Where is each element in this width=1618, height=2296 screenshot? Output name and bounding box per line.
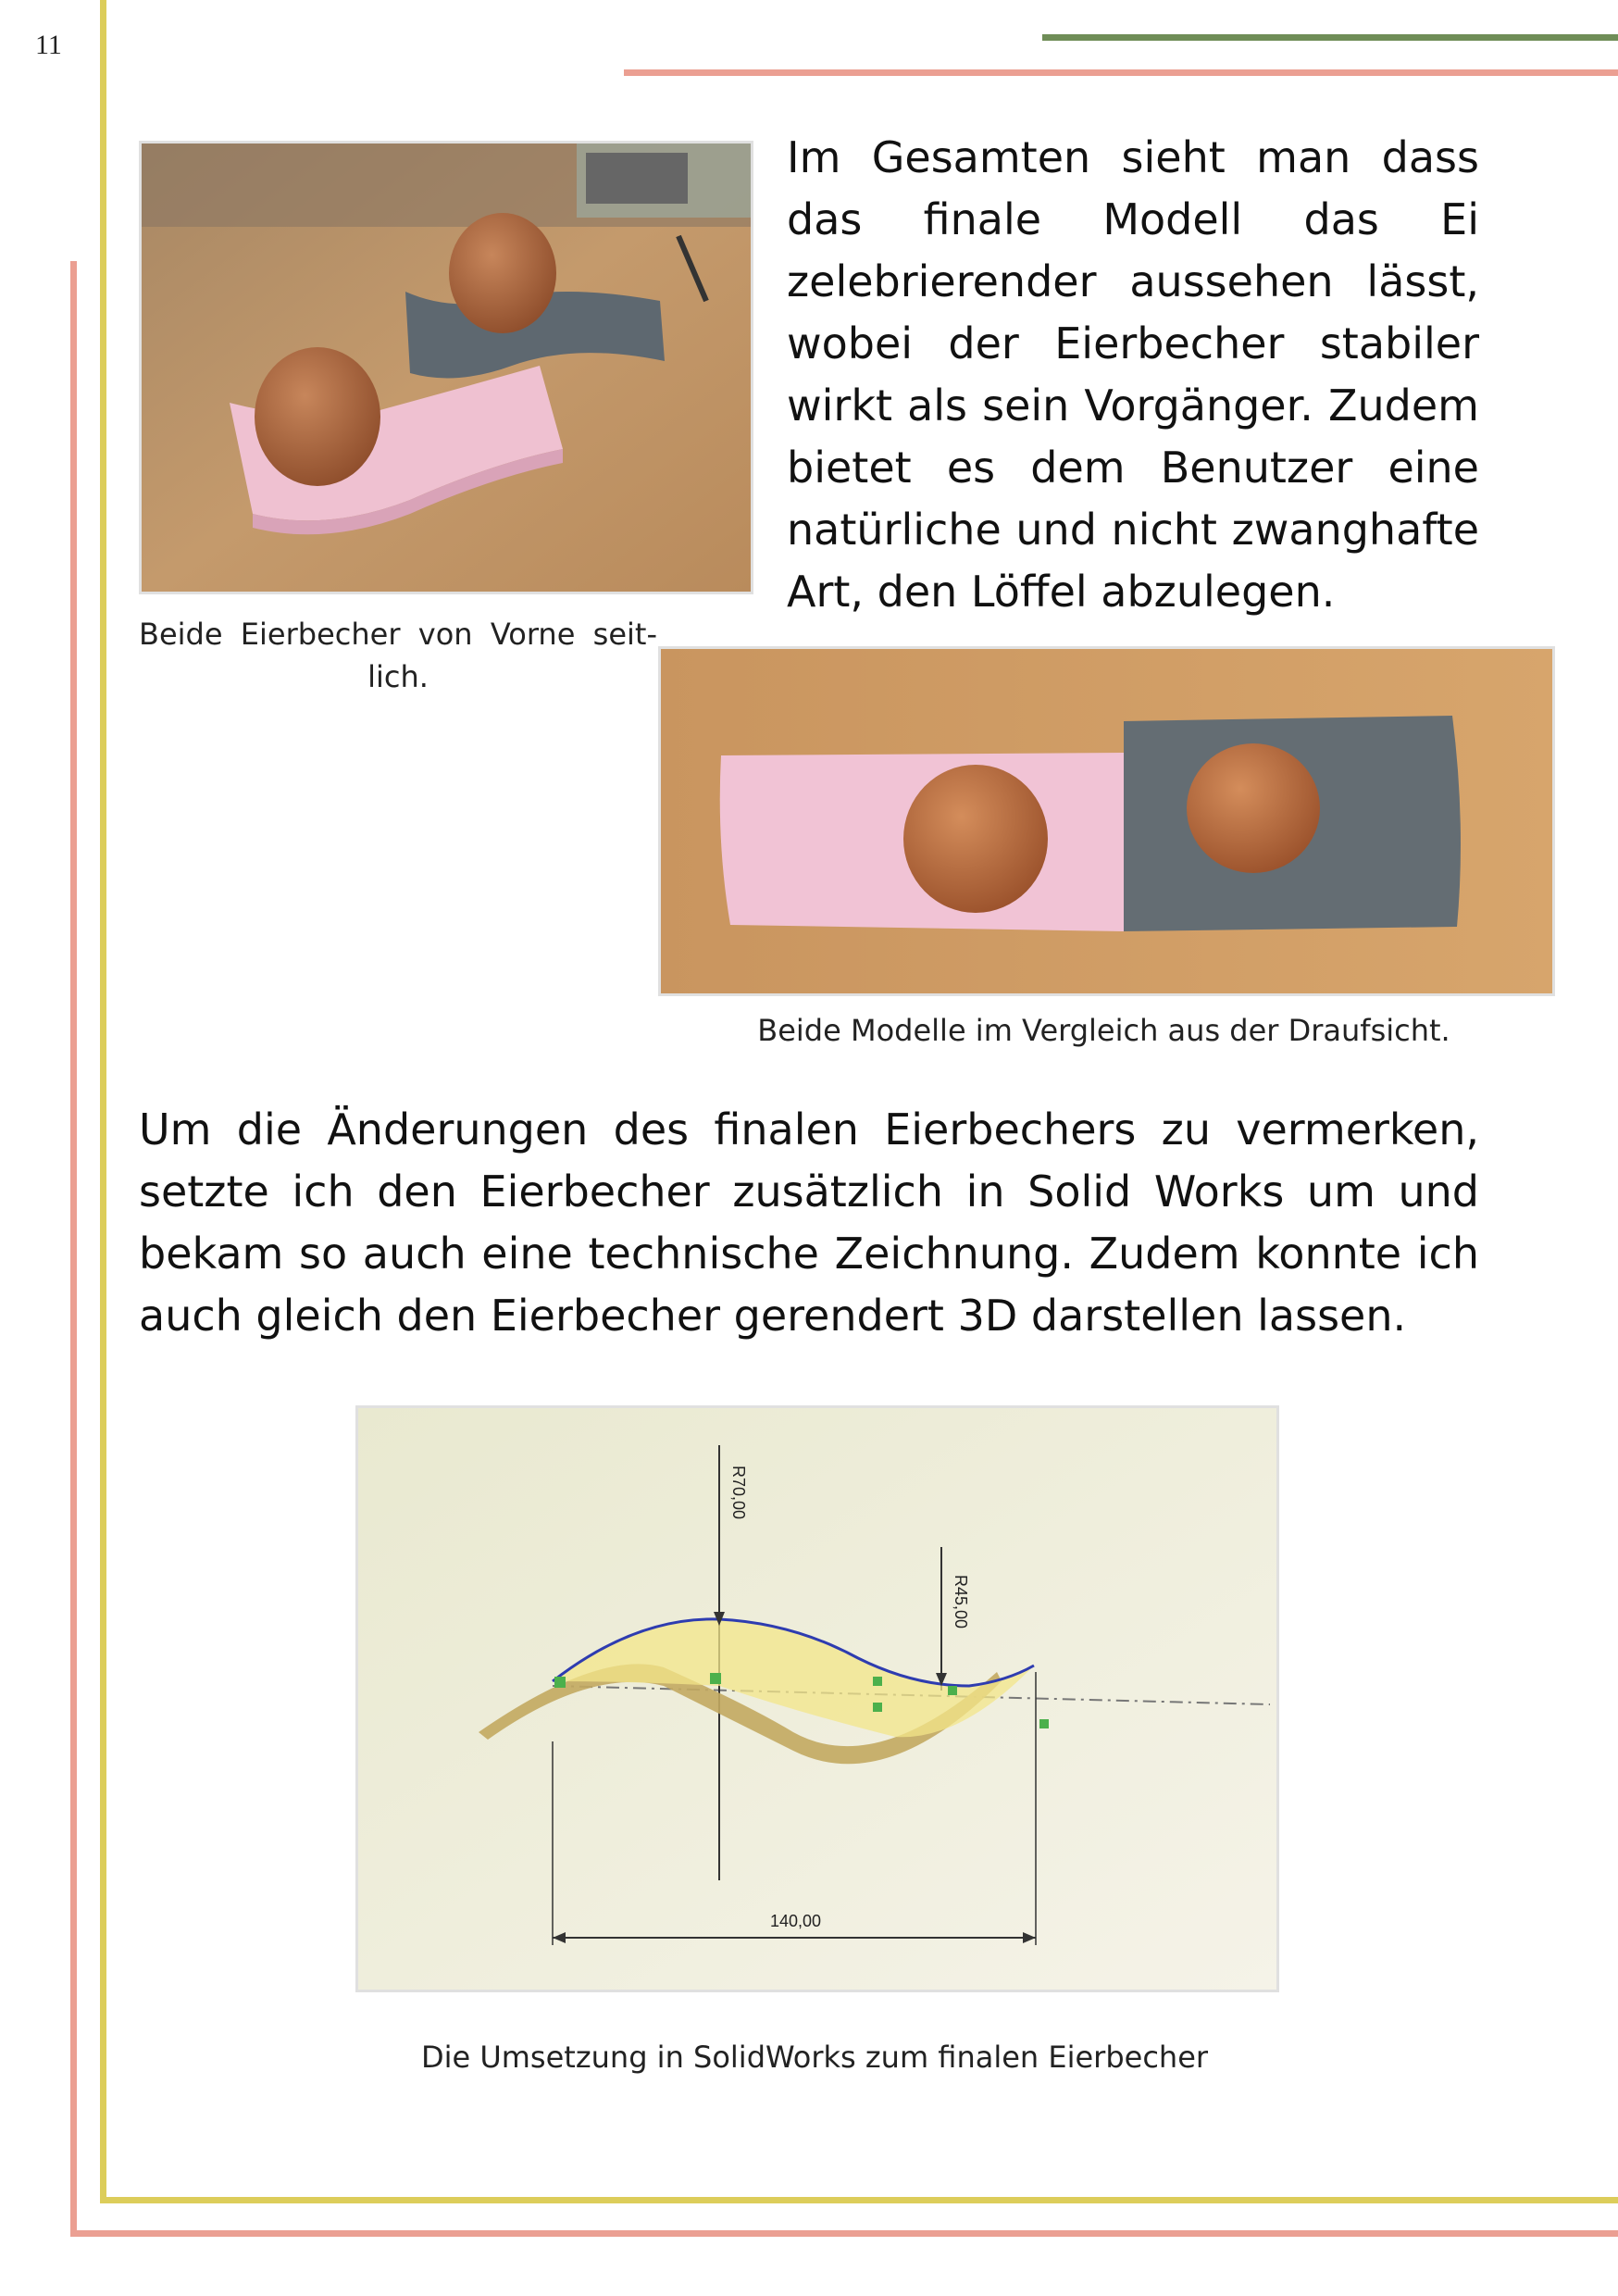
caption-side-view: Beide Eierbecher von Vorne seitlich. xyxy=(139,617,657,694)
photo-top-view xyxy=(658,646,1555,996)
frame-yellow-left xyxy=(100,0,106,2203)
frame-yellow-bottom xyxy=(100,2197,1618,2203)
photo-side-view-illustration xyxy=(142,144,751,592)
caption-solidworks: Die Umsetzung in SolidWorks zum finalen Eierbecher xyxy=(420,2040,1209,2075)
intro-paragraph: Im Gesamten sieht man dass das finale Modell das Ei zelebrierender aussehen lässt, wobei der Eierbecher stabiler wirkt als sein Vorgänger. Zudem bietet es dem Benutzer eine natürliche und nicht zwanghafte Art, den Löffel abzulegen. xyxy=(787,132,1479,617)
solidworks-sketch-illustration xyxy=(358,1408,1276,1990)
photo-top-view-illustration xyxy=(661,649,1552,993)
page-number: 11 xyxy=(35,30,62,60)
dim-r45-label: R45,00 xyxy=(952,1575,970,1629)
dim-r70-label: R70,00 xyxy=(729,1466,748,1520)
header-green-rule xyxy=(1042,34,1618,41)
header-salmon-rule xyxy=(624,69,1618,76)
photo-solidworks-sketch xyxy=(355,1405,1279,1992)
photo-side-view xyxy=(139,141,753,594)
main-paragraph: Um die Änderungen des finalen Eierbechers zu vermerken, setzte ich den Eierbecher zusätzlich in Solid Works um und bekam so auch eine technische Zeichnung. Zudem konnte ich auch gleich den Eierbecher gerendert 3D darstellen lassen. xyxy=(139,1104,1479,1341)
frame-salmon-left xyxy=(70,261,77,2237)
frame-salmon-bottom xyxy=(70,2230,1618,2237)
dim-width-label: 140,00 xyxy=(770,1912,822,1930)
caption-top-view: Beide Modelle im Vergleich aus der Draufsicht. xyxy=(757,1013,1450,1048)
